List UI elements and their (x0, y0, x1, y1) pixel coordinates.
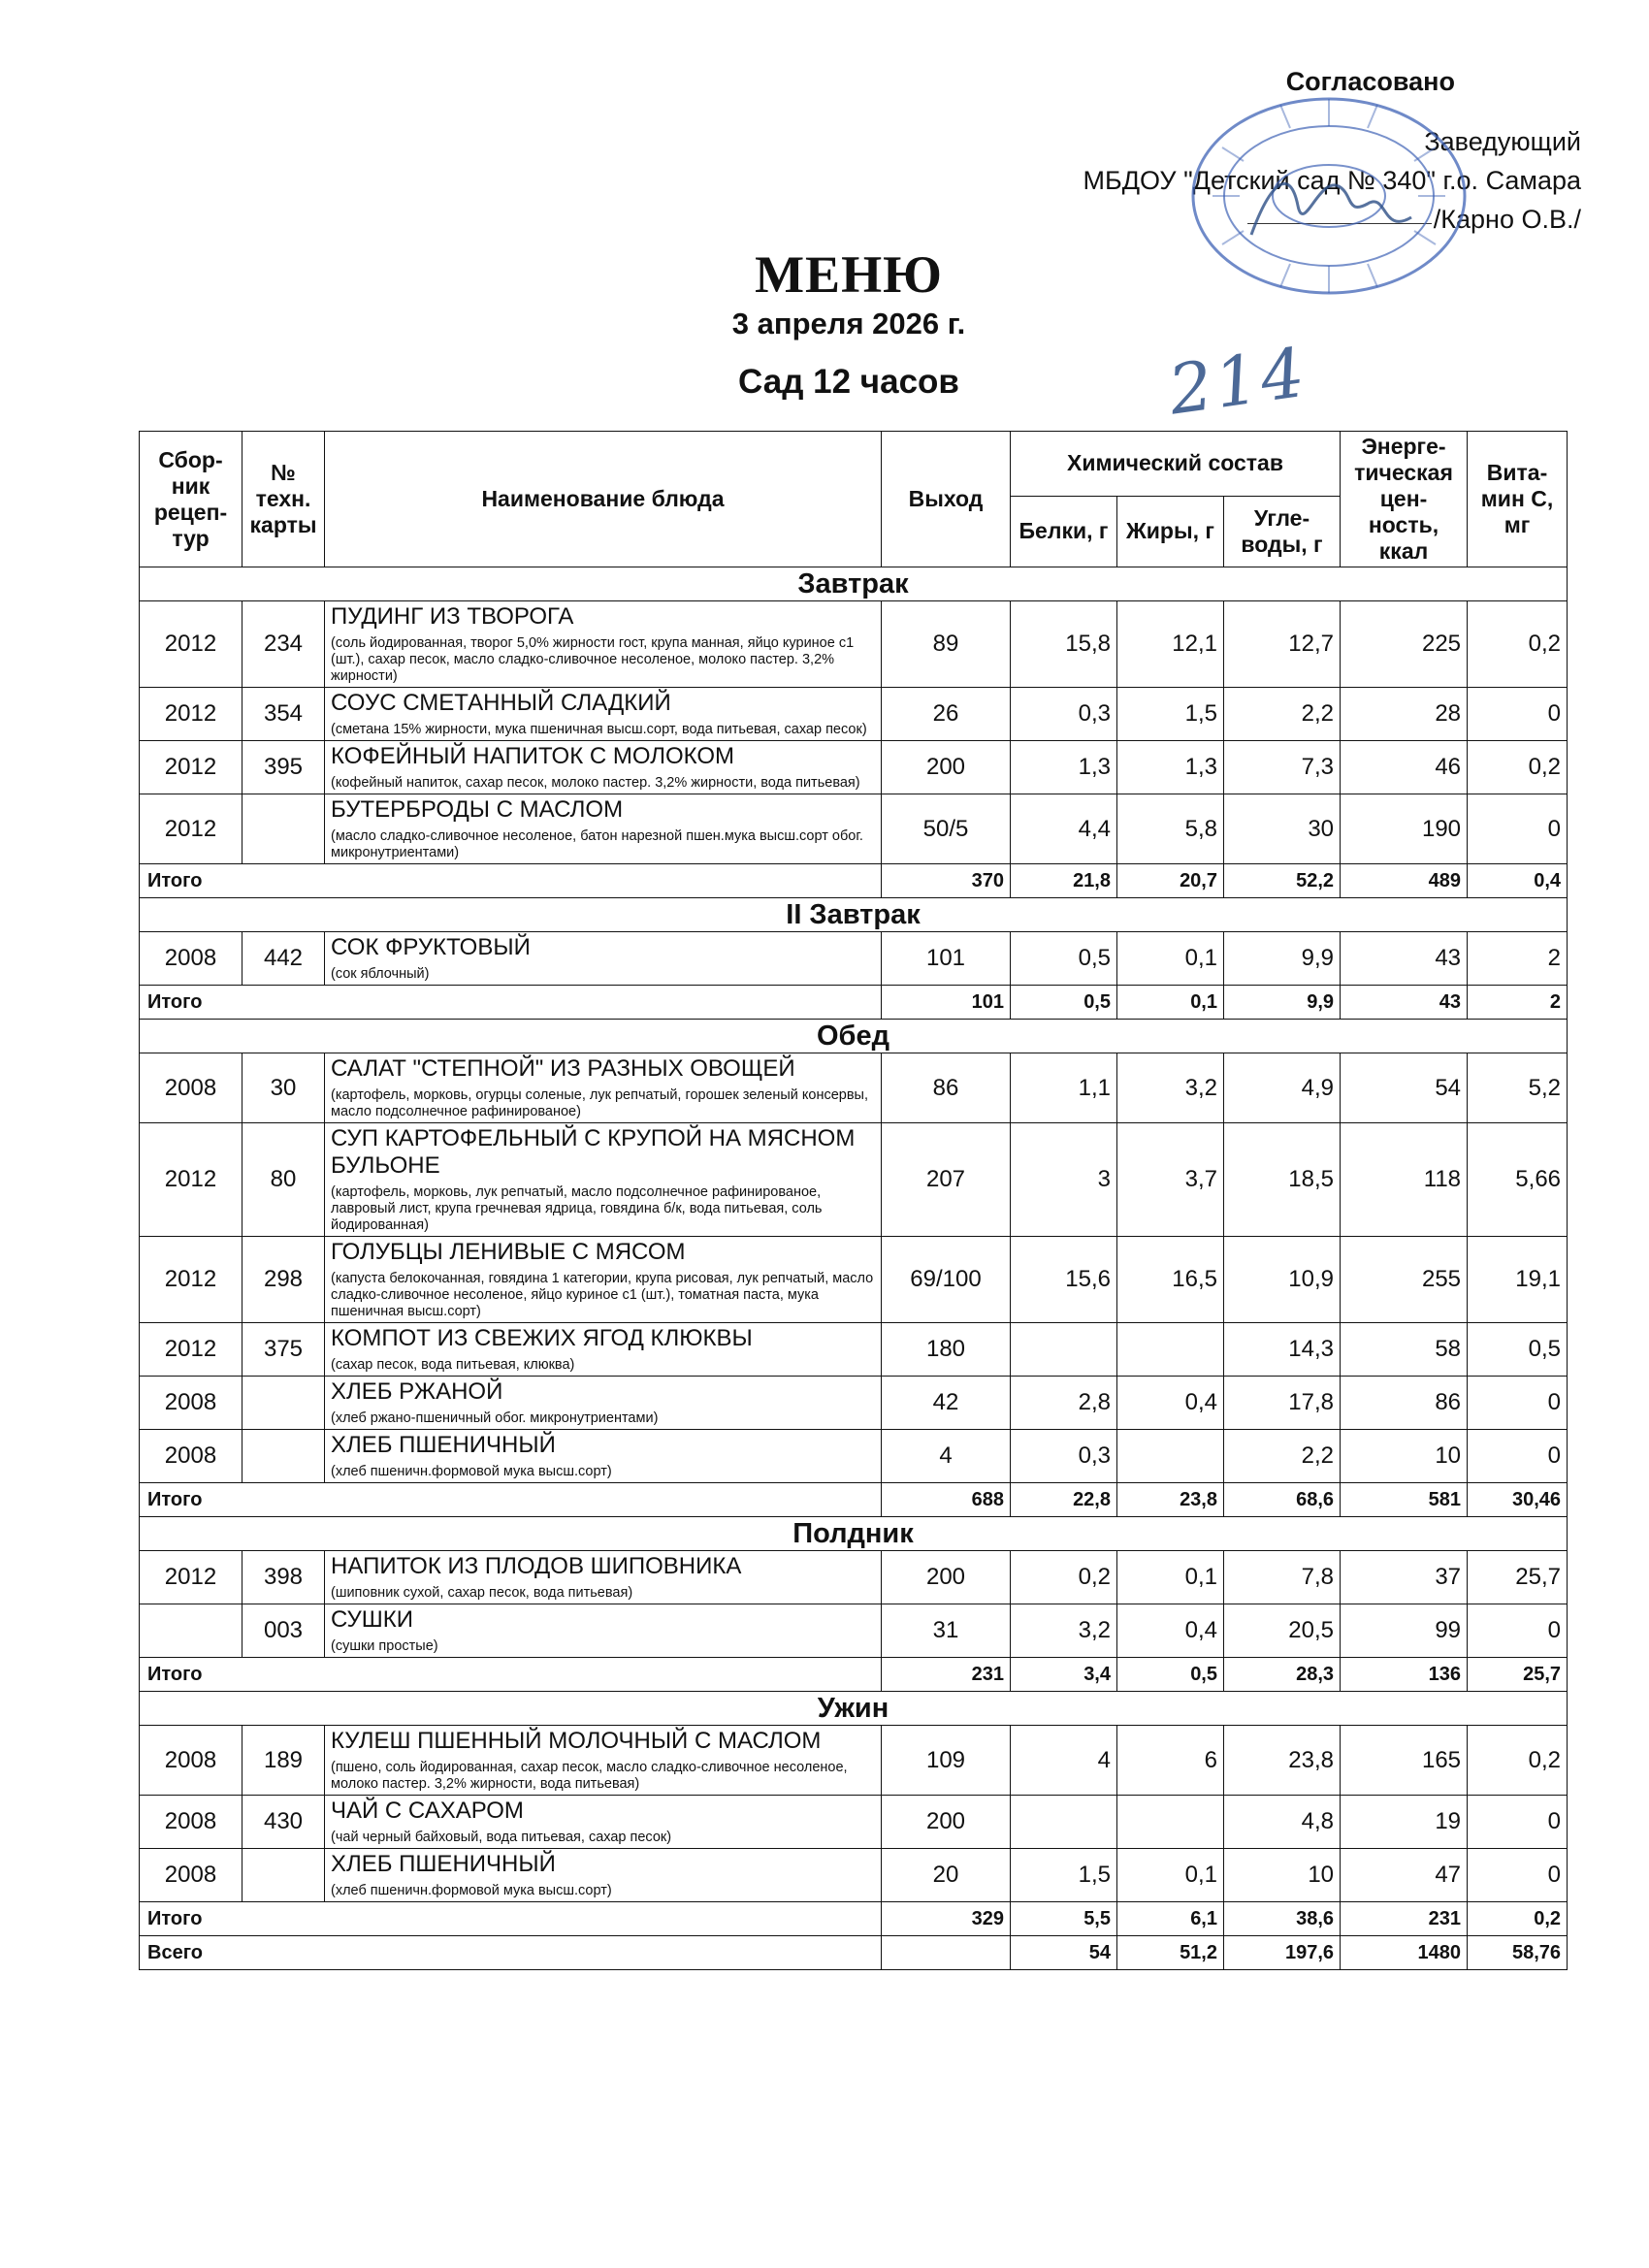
total-row (140, 1902, 1568, 1936)
section-header (140, 898, 1568, 932)
value-carbs: 23,8 (1224, 1726, 1341, 1796)
recipe-collection: 2012 (140, 1123, 242, 1237)
value-protein: 15,6 (1011, 1237, 1117, 1323)
value-energy: 255 (1341, 1237, 1468, 1323)
total-protein: 5,5 (1011, 1902, 1117, 1936)
value-vitamin: 0 (1468, 1430, 1568, 1483)
tech-card-number (242, 1430, 325, 1483)
recipe-collection: 2012 (140, 1551, 242, 1604)
dish-name: ПУДИНГ ИЗ ТВОРОГА (331, 603, 574, 630)
dish-name: СОК ФРУКТОВЫЙ (331, 934, 531, 960)
value-protein: 4 (1011, 1726, 1117, 1796)
dish-name: ХЛЕБ ПШЕНИЧНЫЙ (331, 1432, 556, 1458)
header-chem: Химический состав (1011, 432, 1341, 497)
value-carbs: 7,3 (1224, 741, 1341, 794)
value-energy: 37 (1341, 1551, 1468, 1604)
recipe-collection: 2012 (140, 1323, 242, 1377)
dish-cell (325, 601, 882, 688)
value-carbs: 2,2 (1224, 688, 1341, 741)
total-carbs: 197,6 (1224, 1936, 1341, 1970)
recipe-collection: 2008 (140, 1430, 242, 1483)
approval-block (1083, 62, 1581, 239)
total-label: Итого (140, 1902, 882, 1936)
table-row (140, 1123, 1568, 1237)
document-date: 3 апреля 2026 г. (731, 307, 966, 340)
value-carbs: 10,9 (1224, 1237, 1341, 1323)
dish-name: КОФЕЙНЫЙ НАПИТОК С МОЛОКОМ (331, 743, 735, 769)
dish-name: КУЛЕШ ПШЕННЫЙ МОЛОЧНЫЙ С МАСЛОМ (331, 1728, 822, 1754)
total-fat: 6,1 (1117, 1902, 1224, 1936)
total-label: Итого (140, 864, 882, 898)
total-vitamin: 30,46 (1468, 1483, 1568, 1517)
recipe-collection (140, 1604, 242, 1658)
value-fat: 3,7 (1117, 1123, 1224, 1237)
tech-card-number: 395 (242, 741, 325, 794)
total-carbs: 68,6 (1224, 1483, 1341, 1517)
value-protein: 0,2 (1011, 1551, 1117, 1604)
recipe-collection: 2012 (140, 794, 242, 864)
total-vitamin: 0,4 (1468, 864, 1568, 898)
header-vitamin: Вита-мин С, мг (1468, 432, 1568, 567)
value-protein: 0,3 (1011, 1430, 1117, 1483)
menu-table (139, 431, 1568, 1970)
value-fat: 0,1 (1117, 1849, 1224, 1902)
dish-ingredients: (масло сладко-сливочное несоленое, батон нарезной пшен.мука высш.сорт обог. микронутриентами) (331, 828, 863, 860)
total-energy: 136 (1341, 1658, 1468, 1692)
table-row (140, 1053, 1568, 1123)
total-protein: 3,4 (1011, 1658, 1117, 1692)
value-energy: 43 (1341, 932, 1468, 986)
total-row (140, 986, 1568, 1020)
dish-ingredients: (шиповник сухой, сахар песок, вода питьевая) (331, 1585, 633, 1601)
total-label: Итого (140, 986, 882, 1020)
dish-name: ЧАЙ С САХАРОМ (331, 1798, 524, 1824)
section-header (140, 567, 1568, 601)
value-energy: 10 (1341, 1430, 1468, 1483)
value-energy: 54 (1341, 1053, 1468, 1123)
value-yield: 20 (882, 1849, 1011, 1902)
dish-cell (325, 1726, 882, 1796)
dish-ingredients: (хлеб пшеничн.формовой мука высш.сорт) (331, 1464, 612, 1479)
value-carbs: 4,8 (1224, 1796, 1341, 1849)
value-fat: 0,4 (1117, 1377, 1224, 1430)
tech-card-number: 003 (242, 1604, 325, 1658)
value-yield: 50/5 (882, 794, 1011, 864)
value-energy: 165 (1341, 1726, 1468, 1796)
total-protein: 22,8 (1011, 1483, 1117, 1517)
tech-card-number: 354 (242, 688, 325, 741)
total-vitamin: 0,2 (1468, 1902, 1568, 1936)
value-carbs: 12,7 (1224, 601, 1341, 688)
dish-ingredients: (пшено, соль йодированная, сахар песок, масло сладко-сливочное несоленое, молоко пастер. 3,2% жирности, вода питьевая) (331, 1760, 848, 1792)
tech-card-number (242, 1849, 325, 1902)
value-energy: 46 (1341, 741, 1468, 794)
value-energy: 190 (1341, 794, 1468, 864)
value-vitamin: 0 (1468, 1849, 1568, 1902)
section-header (140, 1020, 1568, 1053)
value-protein: 0,5 (1011, 932, 1117, 986)
table-row (140, 601, 1568, 688)
total-fat: 0,1 (1117, 986, 1224, 1020)
dish-cell (325, 932, 882, 986)
recipe-collection: 2012 (140, 741, 242, 794)
value-fat: 6 (1117, 1726, 1224, 1796)
value-vitamin: 0 (1468, 688, 1568, 741)
dish-name: БУТЕРБРОДЫ С МАСЛОМ (331, 796, 624, 823)
value-fat: 5,8 (1117, 794, 1224, 864)
table-row (140, 1323, 1568, 1377)
value-fat: 3,2 (1117, 1053, 1224, 1123)
total-row (140, 1483, 1568, 1517)
section-title: Завтрак (140, 567, 1568, 601)
value-vitamin: 2 (1468, 932, 1568, 986)
tech-card-number (242, 794, 325, 864)
dish-ingredients: (капуста белокочанная, говядина 1 категории, крупа рисовая, лук репчатый, масло сладко-сливочное несоленое, яйцо куриное с1 (шт.), томатная паста, мука пшеничная высш.сорт) (331, 1271, 874, 1319)
section-title: Обед (140, 1020, 1568, 1053)
dish-cell (325, 1053, 882, 1123)
total-carbs: 52,2 (1224, 864, 1341, 898)
header-dish: Наименование блюда (325, 432, 882, 567)
dish-cell (325, 1604, 882, 1658)
value-vitamin: 0 (1468, 1377, 1568, 1430)
menu-body (140, 567, 1568, 1970)
header-fat: Жиры, г (1117, 496, 1224, 567)
total-label: Итого (140, 1658, 882, 1692)
value-fat (1117, 1796, 1224, 1849)
header-collection: Сбор-ник рецеп-тур (140, 432, 242, 567)
value-yield: 101 (882, 932, 1011, 986)
dish-cell (325, 1237, 882, 1323)
header-protein: Белки, г (1011, 496, 1117, 567)
tech-card-number (242, 1377, 325, 1430)
tech-card-number: 189 (242, 1726, 325, 1796)
value-vitamin: 0,2 (1468, 741, 1568, 794)
total-energy: 489 (1341, 864, 1468, 898)
dish-name: СОУС СМЕТАННЫЙ СЛАДКИЙ (331, 690, 671, 716)
value-vitamin: 0 (1468, 1796, 1568, 1849)
dish-ingredients: (сахар песок, вода питьевая, клюква) (331, 1357, 575, 1373)
dish-name: СУШКИ (331, 1606, 414, 1633)
value-vitamin: 0 (1468, 794, 1568, 864)
header-card: № техн. карты (242, 432, 325, 567)
recipe-collection: 2008 (140, 1849, 242, 1902)
dish-cell (325, 1123, 882, 1237)
recipe-collection: 2012 (140, 601, 242, 688)
value-protein: 1,5 (1011, 1849, 1117, 1902)
value-fat: 1,5 (1117, 688, 1224, 741)
total-yield: 688 (882, 1483, 1011, 1517)
total-carbs: 9,9 (1224, 986, 1341, 1020)
value-yield: 109 (882, 1726, 1011, 1796)
dish-cell (325, 1849, 882, 1902)
tech-card-number: 80 (242, 1123, 325, 1237)
document-subtitle: Сад 12 часов (738, 363, 959, 401)
value-yield: 42 (882, 1377, 1011, 1430)
value-carbs: 7,8 (1224, 1551, 1341, 1604)
dish-cell (325, 1430, 882, 1483)
value-vitamin: 0,2 (1468, 601, 1568, 688)
dish-cell (325, 741, 882, 794)
total-energy: 231 (1341, 1902, 1468, 1936)
total-yield: 231 (882, 1658, 1011, 1692)
value-carbs: 4,9 (1224, 1053, 1341, 1123)
value-vitamin: 5,66 (1468, 1123, 1568, 1237)
value-carbs: 10 (1224, 1849, 1341, 1902)
dish-ingredients: (чай черный байховый, вода питьевая, сахар песок) (331, 1830, 672, 1845)
total-vitamin: 2 (1468, 986, 1568, 1020)
recipe-collection: 2008 (140, 1053, 242, 1123)
recipe-collection: 2012 (140, 1237, 242, 1323)
value-vitamin: 0 (1468, 1604, 1568, 1658)
value-carbs: 14,3 (1224, 1323, 1341, 1377)
value-protein: 2,8 (1011, 1377, 1117, 1430)
section-header (140, 1692, 1568, 1726)
total-row (140, 864, 1568, 898)
table-row (140, 1377, 1568, 1430)
dish-ingredients: (картофель, морковь, лук репчатый, масло подсолнечное рафинированое, лавровый лист, крупа гречневая ядрица, говядина б/к, вода питьевая, соль йодированная) (331, 1184, 823, 1233)
total-energy: 581 (1341, 1483, 1468, 1517)
value-energy: 225 (1341, 601, 1468, 688)
value-carbs: 30 (1224, 794, 1341, 864)
dish-ingredients: (хлеб ржано-пшеничный обог. микронутриентами) (331, 1410, 659, 1426)
value-fat: 0,1 (1117, 1551, 1224, 1604)
table-row (140, 1726, 1568, 1796)
value-fat: 0,1 (1117, 932, 1224, 986)
total-label: Итого (140, 1483, 882, 1517)
total-row (140, 1658, 1568, 1692)
total-protein: 21,8 (1011, 864, 1117, 898)
section-header (140, 1517, 1568, 1551)
dish-ingredients: (сушки простые) (331, 1638, 438, 1654)
tech-card-number: 30 (242, 1053, 325, 1123)
value-yield: 200 (882, 1796, 1011, 1849)
total-carbs: 28,3 (1224, 1658, 1341, 1692)
value-vitamin: 19,1 (1468, 1237, 1568, 1323)
dish-ingredients: (соль йодированная, творог 5,0% жирности гост, крупа манная, яйцо куриное с1 (шт.), сахар песок, масло сладко-сливочное несоленое, молоко пастер. 3,2% жирности) (331, 635, 855, 684)
value-carbs: 17,8 (1224, 1377, 1341, 1430)
value-fat: 16,5 (1117, 1237, 1224, 1323)
table-row (140, 1430, 1568, 1483)
dish-ingredients: (кофейный напиток, сахар песок, молоко пастер. 3,2% жирности, вода питьевая) (331, 775, 860, 791)
value-yield: 4 (882, 1430, 1011, 1483)
table-row (140, 794, 1568, 864)
value-energy: 58 (1341, 1323, 1468, 1377)
value-protein: 3 (1011, 1123, 1117, 1237)
value-energy: 86 (1341, 1377, 1468, 1430)
value-yield: 69/100 (882, 1237, 1011, 1323)
value-fat (1117, 1430, 1224, 1483)
recipe-collection: 2008 (140, 1796, 242, 1849)
table-row (140, 1796, 1568, 1849)
recipe-collection: 2008 (140, 1726, 242, 1796)
value-energy: 19 (1341, 1796, 1468, 1849)
value-yield: 26 (882, 688, 1011, 741)
total-fat: 23,8 (1117, 1483, 1224, 1517)
dish-cell (325, 1377, 882, 1430)
dish-ingredients: (хлеб пшеничн.формовой мука высш.сорт) (331, 1883, 612, 1898)
value-protein: 4,4 (1011, 794, 1117, 864)
value-protein: 1,1 (1011, 1053, 1117, 1123)
total-yield: 329 (882, 1902, 1011, 1936)
tech-card-number: 375 (242, 1323, 325, 1377)
dish-name: САЛАТ "СТЕПНОЙ" ИЗ РАЗНЫХ ОВОЩЕЙ (331, 1055, 795, 1082)
table-row (140, 688, 1568, 741)
value-yield: 31 (882, 1604, 1011, 1658)
total-energy: 43 (1341, 986, 1468, 1020)
value-vitamin: 25,7 (1468, 1551, 1568, 1604)
section-title: II Завтрак (140, 898, 1568, 932)
tech-card-number: 442 (242, 932, 325, 986)
value-protein: 0,3 (1011, 688, 1117, 741)
approval-organization: МБДОУ "Детский сад № 340" г.о. Самара (1083, 166, 1581, 195)
table-row (140, 1551, 1568, 1604)
dish-name: ХЛЕБ ПШЕНИЧНЫЙ (331, 1851, 556, 1877)
value-carbs: 9,9 (1224, 932, 1341, 986)
dish-name: СУП КАРТОФЕЛЬНЫЙ С КРУПОЙ НА МЯСНОМ БУЛЬОНЕ (331, 1125, 856, 1179)
value-yield: 86 (882, 1053, 1011, 1123)
header-carbs: Угле-воды, г (1224, 496, 1341, 567)
dish-cell (325, 688, 882, 741)
total-protein: 0,5 (1011, 986, 1117, 1020)
table-row (140, 1237, 1568, 1323)
table-row (140, 932, 1568, 986)
total-protein: 54 (1011, 1936, 1117, 1970)
table-row (140, 1604, 1568, 1658)
tech-card-number: 298 (242, 1237, 325, 1323)
total-fat: 51,2 (1117, 1936, 1224, 1970)
dish-name: НАПИТОК ИЗ ПЛОДОВ ШИПОВНИКА (331, 1553, 742, 1579)
value-carbs: 2,2 (1224, 1430, 1341, 1483)
value-protein (1011, 1323, 1117, 1377)
recipe-collection: 2008 (140, 932, 242, 986)
value-fat: 12,1 (1117, 601, 1224, 688)
value-energy: 99 (1341, 1604, 1468, 1658)
value-energy: 118 (1341, 1123, 1468, 1237)
dish-ingredients: (сок яблочный) (331, 966, 430, 982)
approval-position: Заведующий (1424, 127, 1581, 156)
value-vitamin: 5,2 (1468, 1053, 1568, 1123)
total-fat: 0,5 (1117, 1658, 1224, 1692)
total-yield: 101 (882, 986, 1011, 1020)
dish-ingredients: (сметана 15% жирности, мука пшеничная высш.сорт, вода питьевая, сахар песок) (331, 722, 867, 737)
dish-name: ХЛЕБ РЖАНОЙ (331, 1378, 503, 1405)
dish-cell (325, 794, 882, 864)
approval-title: Согласовано (1285, 67, 1455, 96)
dish-cell (325, 1796, 882, 1849)
value-yield: 207 (882, 1123, 1011, 1237)
table-row (140, 741, 1568, 794)
dish-name: КОМПОТ ИЗ СВЕЖИХ ЯГОД КЛЮКВЫ (331, 1325, 753, 1351)
total-label: Всего (140, 1936, 882, 1970)
dish-cell (325, 1323, 882, 1377)
value-energy: 28 (1341, 688, 1468, 741)
value-protein: 1,3 (1011, 741, 1117, 794)
header-yield: Выход (882, 432, 1011, 567)
total-vitamin: 58,76 (1468, 1936, 1568, 1970)
value-yield: 89 (882, 601, 1011, 688)
value-protein: 15,8 (1011, 601, 1117, 688)
total-yield (882, 1936, 1011, 1970)
value-fat: 0,4 (1117, 1604, 1224, 1658)
value-fat (1117, 1323, 1224, 1377)
handwritten-number: 214 (1163, 332, 1312, 431)
total-carbs: 38,6 (1224, 1902, 1341, 1936)
recipe-collection: 2012 (140, 688, 242, 741)
value-yield: 180 (882, 1323, 1011, 1377)
value-protein (1011, 1796, 1117, 1849)
section-title: Полдник (140, 1517, 1568, 1551)
grand-total-row (140, 1936, 1568, 1970)
total-vitamin: 25,7 (1468, 1658, 1568, 1692)
approval-signer: /Карно О.В./ (1083, 200, 1581, 239)
value-vitamin: 0,2 (1468, 1726, 1568, 1796)
tech-card-number: 398 (242, 1551, 325, 1604)
total-yield: 370 (882, 864, 1011, 898)
dish-cell (325, 1551, 882, 1604)
value-yield: 200 (882, 741, 1011, 794)
document-title: МЕНЮ (755, 245, 943, 304)
total-fat: 20,7 (1117, 864, 1224, 898)
value-energy: 47 (1341, 1849, 1468, 1902)
tech-card-number: 234 (242, 601, 325, 688)
value-protein: 3,2 (1011, 1604, 1117, 1658)
tech-card-number: 430 (242, 1796, 325, 1849)
table-row (140, 1849, 1568, 1902)
dish-ingredients: (картофель, морковь, огурцы соленые, лук репчатый, горошек зеленый консервы, масло подсолнечное рафинированое) (331, 1087, 868, 1119)
value-carbs: 20,5 (1224, 1604, 1341, 1658)
value-carbs: 18,5 (1224, 1123, 1341, 1237)
value-vitamin: 0,5 (1468, 1323, 1568, 1377)
total-energy: 1480 (1341, 1936, 1468, 1970)
section-title: Ужин (140, 1692, 1568, 1726)
value-yield: 200 (882, 1551, 1011, 1604)
header-energy: Энерге-тическая цен-ность, ккал (1341, 432, 1468, 567)
dish-name: ГОЛУБЦЫ ЛЕНИВЫЕ С МЯСОМ (331, 1239, 686, 1265)
recipe-collection: 2008 (140, 1377, 242, 1430)
value-fat: 1,3 (1117, 741, 1224, 794)
